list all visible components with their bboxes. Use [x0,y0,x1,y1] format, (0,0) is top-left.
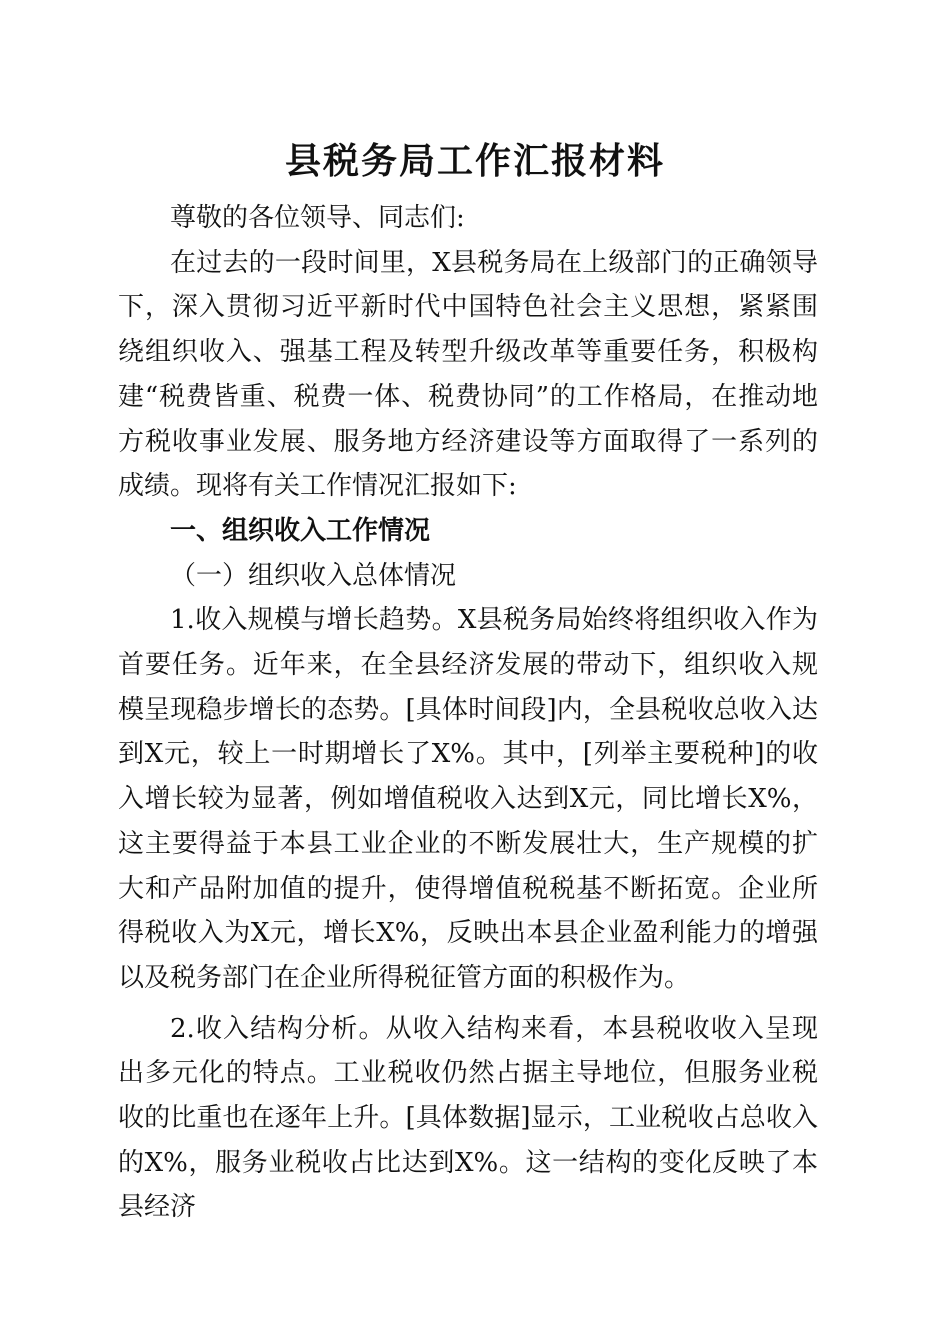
intro-paragraph: 在过去的一段时间里，X县税务局在上级部门的正确领导下，深入贯彻习近平新时代中国特色社会主义思想，紧紧围绕组织收入、强基工程及转型升级改革等重要任务，积极构建“税费皆重、税费一体、税费协同”的工作格局，在推动地方税收事业发展、服务地方经济建设等方面取得了一系列的成绩。现将有关工作情况汇报如下: [118,247,818,502]
salutation: 尊敬的各位领导、同志们: [170,203,465,233]
paragraph-revenue-scale: 1.收入规模与增长趋势。X县税务局始终将组织收入作为首要任务。近年来，在全县经济发展的带动下，组织收入规模呈现稳步增长的态势。[具体时间段]内，全县税收总收入达到X元，较上一时期增长了X%。其中，[列举主要税种]的收入增长较为显著，例如增值税收入达到X元，同比增长X%，这主要得益于本县工业企业的不断发展壮大，生产规模的扩大和产品附加值的提升，使得增值税税基不断拓宽。企业所得税收入为X元，增长X%，反映出本县企业盈利能力的增强以及税务部门在企业所得税征管方面的积极作为。 [118,605,818,993]
document-body [118,196,818,1230]
document-title: 县税务局工作汇报材料 [284,140,665,182]
section-heading: 一、组织收入工作情况 [170,515,431,546]
paragraph-revenue-structure: 2.收入结构分析。从收入结构来看，本县税收收入呈现出多元化的特点。工业税收仍然占据主导地位，但服务业税收的比重也在逐年上升。[具体数据]显示，工业税收占总收入的X%，服务业税收占比达到X%。这一结构的变化反映了本县经济 [118,1013,818,1223]
subsection-heading: （一）组织收入总体情况 [170,560,457,591]
